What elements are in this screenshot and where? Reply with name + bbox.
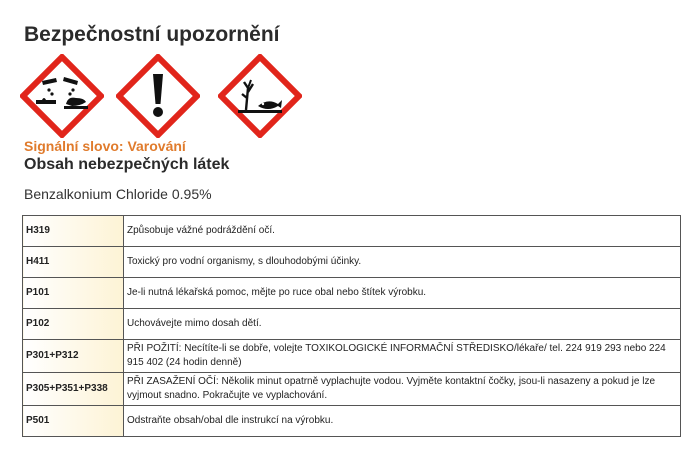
statement-code: P501	[23, 406, 124, 437]
statement-code: P102	[23, 309, 124, 340]
table-row	[23, 278, 681, 309]
statement-code: P301+P312	[23, 340, 124, 373]
statement-code: P101	[23, 278, 124, 309]
statement-text: Uchovávejte mimo dosah dětí.	[124, 309, 681, 340]
table-row	[23, 406, 681, 437]
environment-icon	[218, 54, 302, 138]
exclamation-icon	[116, 54, 200, 138]
statement-text: Toxický pro vodní organismy, s dlouhodobými účinky.	[124, 247, 681, 278]
statement-text: Je-li nutná lékařská pomoc, mějte po ruce obal nebo štítek výrobku.	[124, 278, 681, 309]
table-row	[23, 247, 681, 278]
table-row	[23, 340, 681, 373]
statement-text: Způsobuje vážné podráždění očí.	[124, 216, 681, 247]
statement-text: Odstraňte obsah/obal dle instrukcí na výrobku.	[124, 406, 681, 437]
statement-text: PŘI POŽITÍ: Necítíte-li se dobře, volejte TOXIKOLOGICKÉ INFORMAČNÍ STŘEDISKO/lékaře/ tel. 224 919 293 nebo 224 915 402 (24 hodin denně)	[124, 340, 681, 373]
ingredient-line: Benzalkonium Chloride 0.95%	[24, 186, 212, 202]
statement-code: H411	[23, 247, 124, 278]
page-title: Bezpečnostní upozornění	[24, 23, 280, 46]
table-row	[23, 216, 681, 247]
signal-word: Signální slovo: Varování	[24, 138, 186, 154]
table-row	[23, 373, 681, 406]
table-row	[23, 309, 681, 340]
statement-text: PŘI ZASAŽENÍ OČÍ: Několik minut opatrně vyplachujte vodou. Vyjměte kontaktní čočky, jsou-li nasazeny a pokud je lze vyjmout snadno. Pokračujte ve vyplachování.	[124, 373, 681, 406]
corrosion-icon	[20, 54, 104, 138]
section-subtitle: Obsah nebezpečných látek	[24, 156, 230, 173]
statement-code: H319	[23, 216, 124, 247]
statement-code: P305+P351+P338	[23, 373, 124, 406]
hazard-statements-table	[22, 215, 681, 437]
